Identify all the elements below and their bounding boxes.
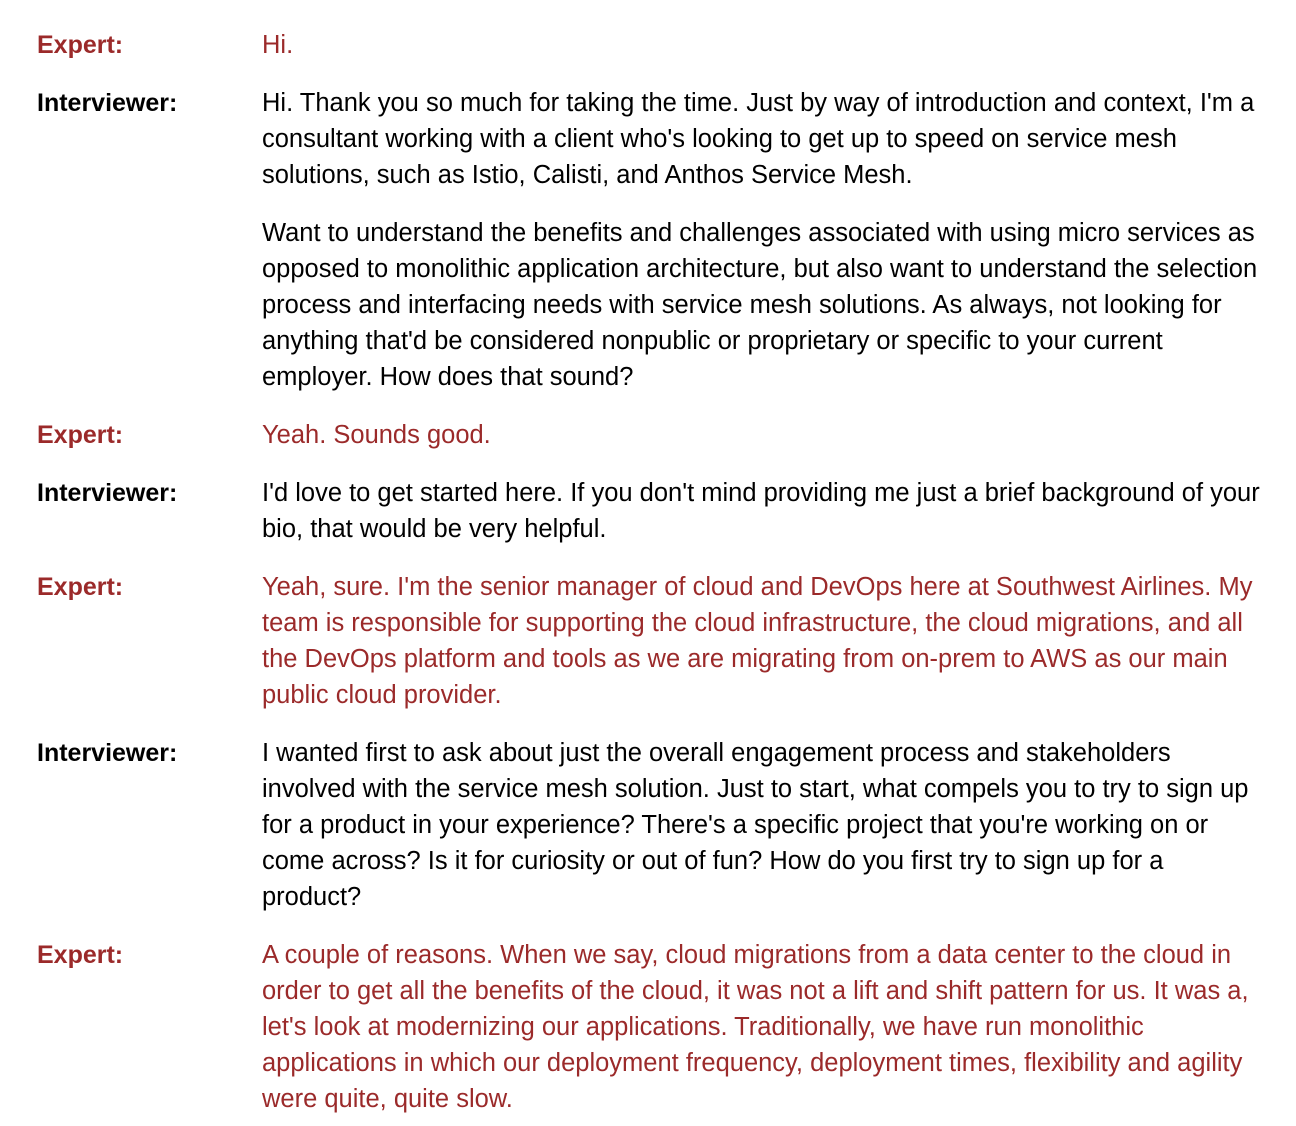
speaker-label: Interviewer:: [37, 739, 178, 767]
turn-expert: [0, 27, 1296, 63]
turn-interviewer: [0, 735, 1296, 915]
speech-text: [262, 937, 1262, 1117]
speaker-label: Expert:: [37, 421, 124, 449]
paragraph: Hi. Thank you so much for taking the time. Just by way of introduction and context, I'm a consultant working with a client who's looking to get up to speed on service mesh solutions, such as Istio, Calisti, and Anthos Service Mesh.: [262, 89, 1255, 189]
paragraph: Want to understand the benefits and challenges associated with using micro services as opposed to monolithic application architecture, but also want to understand the selection process and interfacing needs with service mesh solutions. As always, not looking for anything that'd be considered nonpublic or proprietary or specific to your current employer. How does that sound?: [262, 219, 1258, 391]
speech-text: [262, 417, 1262, 453]
turn-expert: [0, 569, 1296, 713]
turn-expert: [0, 417, 1296, 453]
speech-text: [262, 475, 1262, 547]
speaker-label: Interviewer:: [37, 479, 178, 507]
turn-interviewer: [0, 475, 1296, 547]
speaker-label: Expert:: [37, 31, 124, 59]
speaker-label: Expert:: [37, 573, 124, 601]
paragraph: Yeah, sure. I'm the senior manager of cloud and DevOps here at Southwest Airlines. My team is responsible for supporting the cloud infrastructure, the cloud migrations, and all the DevOps platform and tools as we are migrating from on-prem to AWS as our main public cloud provider.: [262, 573, 1253, 709]
paragraph: A couple of reasons. When we say, cloud migrations from a data center to the cloud in order to get all the benefits of the cloud, it was not a lift and shift pattern for us. It was a, let's look at modernizing our applications. Traditionally, we have run monolithic applications in which our deployment frequency, deployment times, flexibility and agility were quite, quite slow.: [262, 941, 1249, 1113]
speech-text: [262, 85, 1262, 395]
paragraph: Hi.: [262, 31, 294, 59]
speaker-label: Interviewer:: [37, 89, 178, 117]
speech-text: [262, 27, 1262, 63]
speech-text: [262, 569, 1262, 713]
turn-interviewer: [0, 85, 1296, 395]
speech-text: [262, 735, 1262, 915]
paragraph: I'd love to get started here. If you don't mind providing me just a brief background of your bio, that would be very helpful.: [262, 479, 1260, 543]
turn-expert: [0, 937, 1296, 1117]
speaker-label: Expert:: [37, 941, 124, 969]
paragraph: Yeah. Sounds good.: [262, 421, 491, 449]
paragraph: I wanted first to ask about just the overall engagement process and stakeholders involved with the service mesh solution. Just to start, what compels you to try to sign up for a product in your experience? There's a specific project that you're working on or come across? Is it for curiosity or out of fun? How do you first try to sign up for a product?: [262, 739, 1249, 911]
